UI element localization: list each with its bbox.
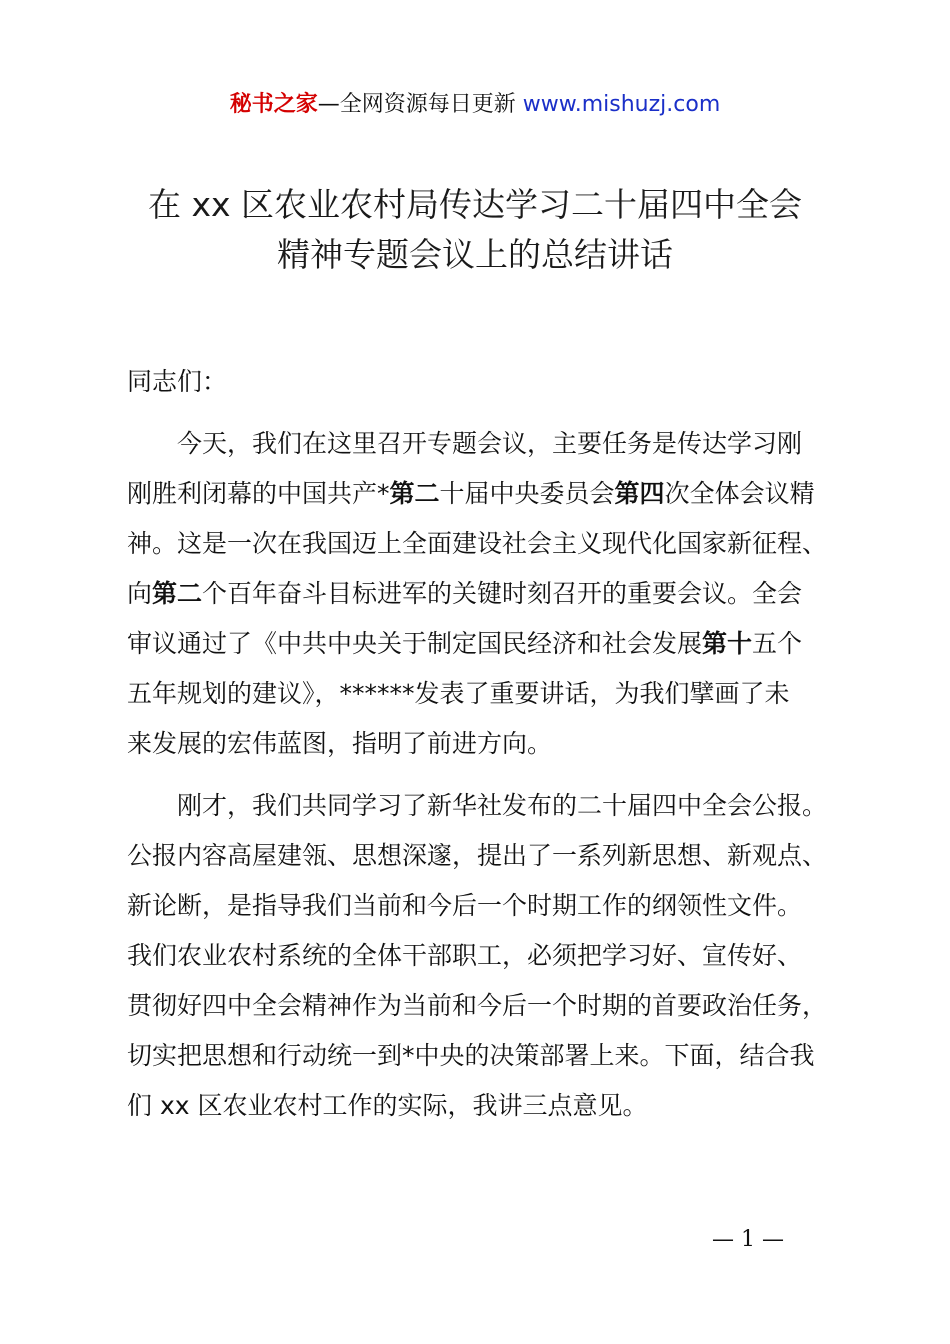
text-line: [127, 981, 857, 1031]
text-segment: 刚胜利闭幕的中国共产*: [127, 479, 390, 508]
text-segment: 今天，我们在这里召开专题会议，主要任务是传达学习刚: [127, 429, 803, 458]
text-segment: 五个: [752, 629, 803, 658]
text-line: [127, 669, 857, 719]
paragraph-2: [127, 781, 857, 1131]
text-segment: 十届中央委员会: [439, 479, 615, 508]
text-segment: 公报内容高屋建瓴、思想深邃，提出了一系列新思想、新观点、: [127, 841, 828, 870]
site-url-link[interactable]: www.mishuzj.com: [522, 92, 721, 117]
text-segment: 审议通过了《中共中央关于制定国民经济和社会发展: [127, 629, 703, 658]
text-segment: 个百年奋斗目标进军的关键时刻召开的重要会议。全会: [202, 579, 803, 608]
text-line: [127, 719, 857, 769]
text-line: [127, 931, 857, 981]
text-segment: 向: [127, 579, 153, 608]
text-segment: 贯彻好四中全会精神作为当前和今后一个时期的首要政治任务，: [127, 991, 828, 1020]
text-segment: 刚才，我们共同学习了新华社发布的二十届四中全会公报。: [127, 791, 828, 820]
text-segment: 次全体会议精: [664, 479, 815, 508]
text-line: [127, 1031, 857, 1081]
bold-text: 第四: [614, 479, 665, 508]
bold-text: 第十: [702, 629, 753, 658]
text-segment: 神。这是一次在我国迈上全面建设社会主义现代化国家新征程、: [127, 529, 828, 558]
brand-name: 秘书之家: [229, 92, 318, 117]
bold-text: 第二: [152, 579, 203, 608]
text-line: [127, 881, 857, 931]
text-line: [127, 569, 857, 619]
salutation: 同志们：: [127, 367, 228, 396]
site-banner: [0, 88, 950, 122]
text-segment: 新论断，是指导我们当前和今后一个时期工作的纲领性文件。: [127, 891, 803, 920]
text-segment: 五年规划的建议》，******发表了重要讲话，为我们擘画了未: [127, 679, 790, 708]
title-line-1: 在 xx 区农业农村局传达学习二十届四中全会: [147, 185, 803, 224]
text-segment: 们 xx 区农业农村工作的实际，我讲三点意见。: [127, 1091, 648, 1120]
text-line: [127, 619, 857, 669]
text-line: [127, 831, 857, 881]
bold-text: 第二: [389, 479, 440, 508]
text-line: [127, 469, 857, 519]
text-segment: 切实把思想和行动统一到*中央的决策部署上来。下面，结合我: [127, 1041, 815, 1070]
document-title: [0, 180, 950, 280]
page-number: — 1 —: [712, 1227, 784, 1252]
text-line: [127, 519, 857, 569]
banner-slogan: —全网资源每日更新: [317, 92, 516, 117]
title-line-2: 精神专题会议上的总结讲话: [277, 235, 673, 274]
text-segment: 我们农业农村系统的全体干部职工，必须把学习好、宣传好、: [127, 941, 803, 970]
text-line: [127, 781, 857, 831]
text-line: [127, 419, 857, 469]
text-segment: 来发展的宏伟蓝图，指明了前进方向。: [127, 729, 553, 758]
text-line: [127, 1081, 857, 1131]
paragraph-1: [127, 419, 857, 769]
